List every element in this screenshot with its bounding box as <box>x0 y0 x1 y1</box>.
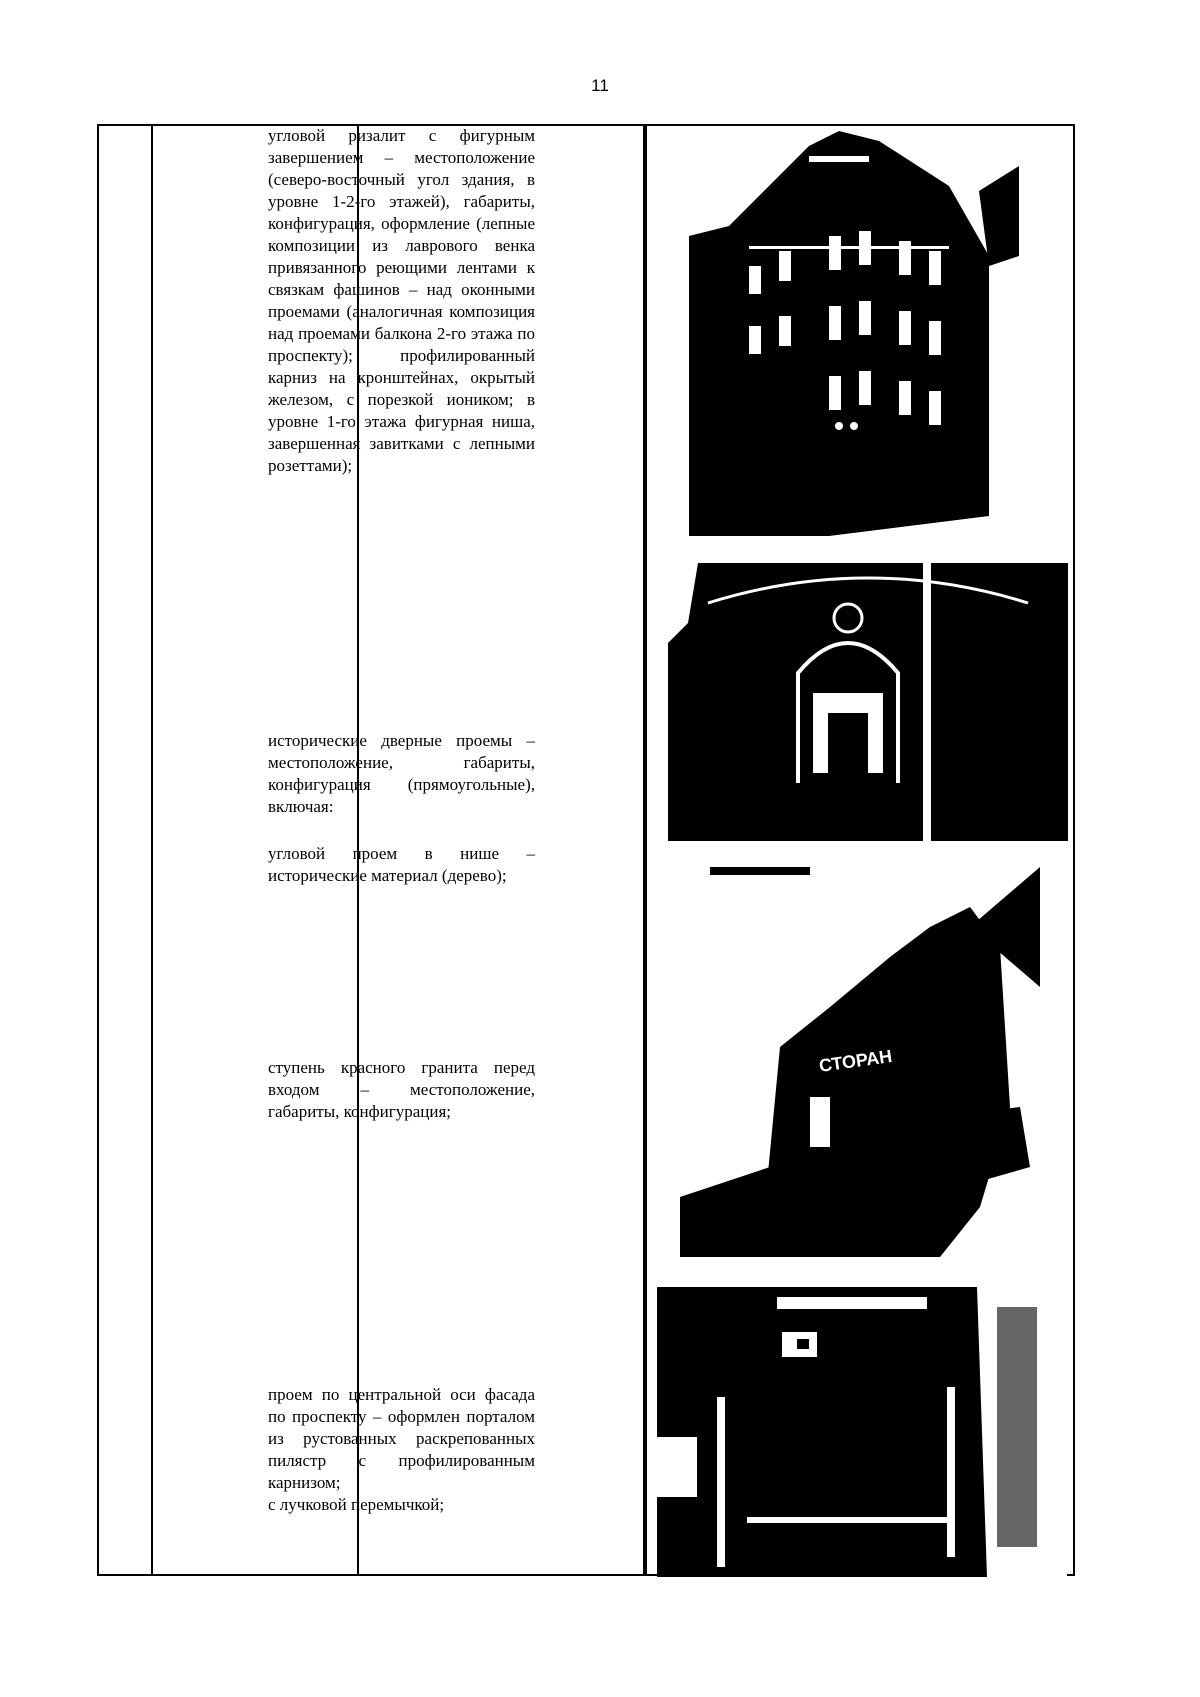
photo-central-portal <box>657 1287 1067 1577</box>
column-divider <box>645 126 647 1574</box>
paragraph: угловой ризалит с фигурным завершением – местоположение (северо-восточный угол здания, в уровне 1-2-го этажей), габариты, конфигурация, оформление (лепные композиции из лаврового венка привязанного реющими лентами к связкам фашинов – над оконными проемами (аналогичная композиция над проемами балкона 2-го этажа по проспекту); профилированный карниз на кронштейнах, окрытый железом, с порезкой иоником; в уровне 1-го этажа фигурная ниша, завершенная завитками с лепными розеттами); <box>268 126 535 475</box>
paragraph: проем по центральной оси фасада по проспекту – оформлен порталом из рустованных раскрепованных пилястр с профилированным карнизом; <box>268 1385 535 1492</box>
paragraph: угловой проем в нише – исторические материал (дерево); <box>268 844 535 885</box>
paragraph: ступень красного гранита перед входом – местоположение, габариты, конфигурация; <box>268 1058 535 1121</box>
photo-niche-doorway <box>668 563 1068 841</box>
photo-entrance-sign <box>680 867 1040 1257</box>
sign-text: СТОРАН <box>817 1045 894 1076</box>
text-corner-opening <box>268 843 535 887</box>
text-historic-doors <box>268 730 535 818</box>
page-number: 11 <box>591 76 609 95</box>
text-granite-step <box>268 1057 535 1123</box>
photo-corner-building <box>689 126 1019 536</box>
text-corner-risalit <box>268 125 535 477</box>
paragraph: исторические дверные проемы – местоположение, габариты, конфигурация (прямоугольные), включая: <box>268 731 535 816</box>
text-central-opening <box>268 1384 535 1516</box>
paragraph: с лучковой перемычкой; <box>268 1495 445 1514</box>
column-divider <box>151 126 153 1574</box>
